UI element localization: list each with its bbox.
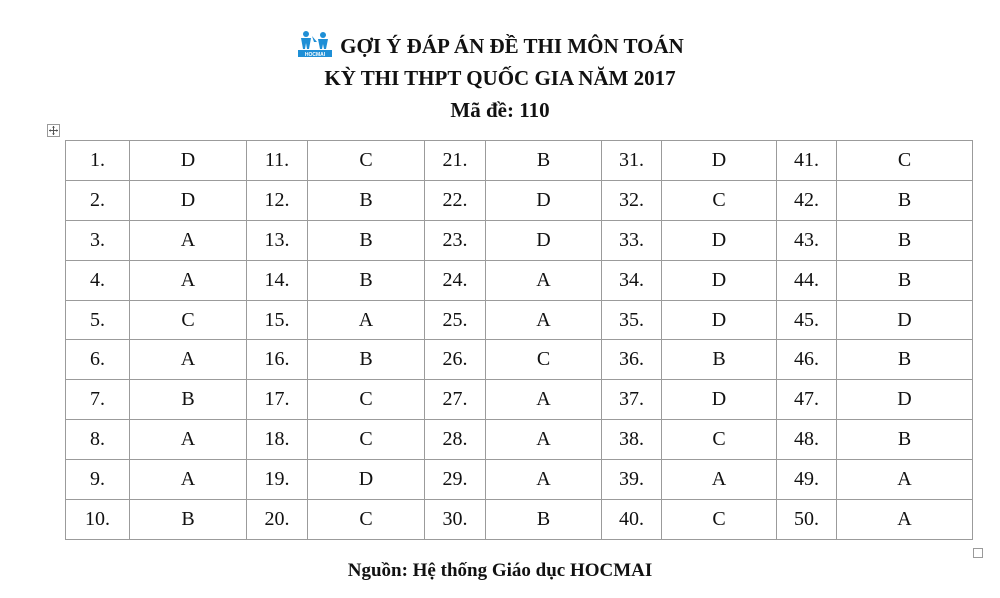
answer-choice: B: [130, 380, 247, 420]
question-number: 3.: [66, 220, 130, 260]
question-number: 4.: [66, 260, 130, 300]
question-number: 20.: [247, 500, 308, 540]
logo-text: HOCMAI: [305, 52, 326, 58]
question-number: 16.: [247, 340, 308, 380]
question-number: 35.: [602, 300, 662, 340]
question-number: 8.: [66, 420, 130, 460]
answer-choice: D: [662, 260, 777, 300]
answer-choice: C: [662, 500, 777, 540]
answer-choice: D: [130, 141, 247, 181]
question-number: 48.: [777, 420, 837, 460]
answer-choice: C: [308, 141, 425, 181]
question-number: 19.: [247, 460, 308, 500]
table-row: [66, 260, 973, 300]
answer-choice: C: [837, 141, 973, 181]
table-row: [66, 380, 973, 420]
question-number: 49.: [777, 460, 837, 500]
table-row: [66, 180, 973, 220]
question-number: 6.: [66, 340, 130, 380]
question-number: 44.: [777, 260, 837, 300]
question-number: 24.: [425, 260, 486, 300]
answer-choice: D: [130, 180, 247, 220]
answer-choice: B: [486, 500, 602, 540]
question-number: 50.: [777, 500, 837, 540]
question-number: 47.: [777, 380, 837, 420]
answer-key-table: [65, 140, 973, 540]
answer-choice: B: [308, 260, 425, 300]
table-row: [66, 300, 973, 340]
answer-choice: B: [837, 420, 973, 460]
answer-choice: B: [837, 180, 973, 220]
answer-choice: D: [662, 141, 777, 181]
answer-choice: D: [837, 380, 973, 420]
question-number: 36.: [602, 340, 662, 380]
exam-code: Mã đề: 110: [450, 98, 550, 122]
question-number: 28.: [425, 420, 486, 460]
question-number: 17.: [247, 380, 308, 420]
answer-choice: A: [486, 260, 602, 300]
question-number: 14.: [247, 260, 308, 300]
answer-choice: C: [130, 300, 247, 340]
question-number: 27.: [425, 380, 486, 420]
answer-choice: B: [662, 340, 777, 380]
question-number: 42.: [777, 180, 837, 220]
answer-choice: A: [130, 460, 247, 500]
table-row: [66, 460, 973, 500]
answer-choice: A: [486, 460, 602, 500]
question-number: 23.: [425, 220, 486, 260]
question-number: 34.: [602, 260, 662, 300]
table-row: [66, 500, 973, 540]
question-number: 15.: [247, 300, 308, 340]
answer-choice: A: [130, 340, 247, 380]
question-number: 21.: [425, 141, 486, 181]
table-row: [66, 420, 973, 460]
question-number: 46.: [777, 340, 837, 380]
answer-choice: C: [662, 180, 777, 220]
question-number: 9.: [66, 460, 130, 500]
answer-choice: D: [662, 220, 777, 260]
answer-choice: A: [130, 220, 247, 260]
answer-choice: B: [837, 260, 973, 300]
answer-choice: D: [486, 220, 602, 260]
answer-choice: D: [486, 180, 602, 220]
answer-choice: B: [308, 340, 425, 380]
answer-choice: B: [308, 180, 425, 220]
answer-choice: D: [837, 300, 973, 340]
title-line-1-row: [0, 30, 1000, 62]
question-number: 31.: [602, 141, 662, 181]
answer-choice: C: [486, 340, 602, 380]
question-number: 29.: [425, 460, 486, 500]
table-row: [66, 141, 973, 181]
document-header: [0, 30, 1000, 126]
question-number: 43.: [777, 220, 837, 260]
exam-subtitle: KỲ THI THPT QUỐC GIA NĂM 2017: [324, 66, 676, 90]
question-number: 7.: [66, 380, 130, 420]
question-number: 40.: [602, 500, 662, 540]
question-number: 26.: [425, 340, 486, 380]
source-footer: Nguồn: Hệ thống Giáo dục HOCMAI: [347, 560, 653, 581]
answer-choice: B: [130, 500, 247, 540]
answer-choice: A: [662, 460, 777, 500]
answer-choice: A: [837, 460, 973, 500]
question-number: 33.: [602, 220, 662, 260]
answer-choice: D: [308, 460, 425, 500]
answer-choice: D: [662, 380, 777, 420]
question-number: 5.: [66, 300, 130, 340]
question-number: 10.: [66, 500, 130, 540]
question-number: 22.: [425, 180, 486, 220]
answer-choice: C: [308, 420, 425, 460]
question-number: 38.: [602, 420, 662, 460]
answer-choice: A: [486, 420, 602, 460]
answer-choice: A: [486, 380, 602, 420]
question-number: 32.: [602, 180, 662, 220]
question-number: 18.: [247, 420, 308, 460]
answer-choice: B: [486, 141, 602, 181]
answer-choice: B: [837, 340, 973, 380]
table-row: [66, 340, 973, 380]
question-number: 39.: [602, 460, 662, 500]
answer-choice: D: [662, 300, 777, 340]
answer-choice: B: [837, 220, 973, 260]
answer-choice: A: [837, 500, 973, 540]
answer-choice: A: [308, 300, 425, 340]
answer-choice: A: [130, 260, 247, 300]
hocmai-logo-icon: [296, 30, 334, 62]
answer-choice: C: [308, 500, 425, 540]
question-number: 41.: [777, 141, 837, 181]
answer-choice: A: [486, 300, 602, 340]
answer-choice: C: [308, 380, 425, 420]
table-move-handle-icon[interactable]: [47, 124, 60, 137]
question-number: 2.: [66, 180, 130, 220]
question-number: 37.: [602, 380, 662, 420]
exam-title: GỢI Ý ĐÁP ÁN ĐỀ THI MÔN TOÁN: [340, 34, 684, 58]
question-number: 25.: [425, 300, 486, 340]
answer-choice: C: [662, 420, 777, 460]
question-number: 13.: [247, 220, 308, 260]
question-number: 45.: [777, 300, 837, 340]
table-resize-handle[interactable]: [973, 548, 983, 558]
table-row: [66, 220, 973, 260]
question-number: 1.: [66, 141, 130, 181]
answer-choice: A: [130, 420, 247, 460]
question-number: 30.: [425, 500, 486, 540]
question-number: 11.: [247, 141, 308, 181]
question-number: 12.: [247, 180, 308, 220]
answer-choice: B: [308, 220, 425, 260]
